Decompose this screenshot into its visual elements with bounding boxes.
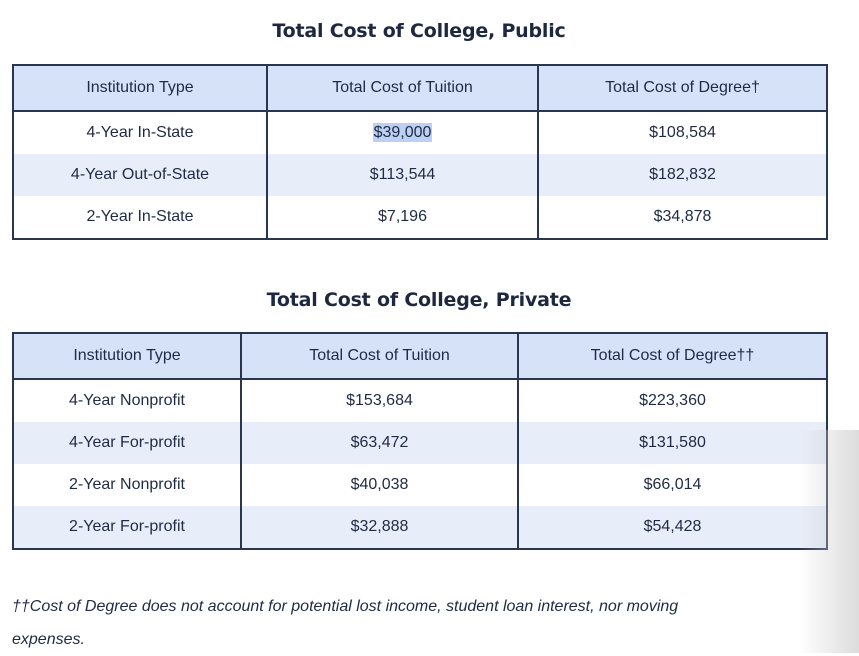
cell-degree: $131,580 <box>518 422 827 464</box>
table-header-row <box>13 333 827 379</box>
table-row <box>13 464 827 506</box>
private-table-title: Total Cost of College, Private <box>266 289 572 311</box>
private-cost-table <box>12 332 828 550</box>
public-table-title: Total Cost of College, Public <box>272 20 566 42</box>
table-row <box>13 506 827 549</box>
public-cost-table <box>12 64 828 240</box>
cell-institution-type: 4-Year In-State <box>13 111 267 154</box>
cell-institution-type: 4-Year Out-of-State <box>13 154 267 196</box>
cell-degree: $108,584 <box>538 111 827 154</box>
cell-institution-type: 2-Year Nonprofit <box>13 464 241 506</box>
cell-institution-type: 4-Year For-profit <box>13 422 241 464</box>
table-header-row <box>13 65 827 111</box>
cell-tuition: $7,196 <box>267 196 538 239</box>
cell-tuition: $40,038 <box>241 464 518 506</box>
table-row <box>13 196 827 239</box>
header-total-cost-degree: Total Cost of Degree†† <box>518 333 827 379</box>
cell-institution-type: 4-Year Nonprofit <box>13 379 241 422</box>
footnote-line: expenses. <box>12 631 85 648</box>
cell-degree: $223,360 <box>518 379 827 422</box>
footnote-line: ††Cost of Degree does not account for potential lost income, student loan interest, nor moving <box>12 598 679 615</box>
header-total-cost-degree: Total Cost of Degree† <box>538 65 827 111</box>
cell-degree: $34,878 <box>538 196 827 239</box>
table-row <box>13 422 827 464</box>
cell-tuition <box>267 111 538 154</box>
table-row <box>13 154 827 196</box>
cell-tuition: $113,544 <box>267 154 538 196</box>
cell-tuition: $63,472 <box>241 422 518 464</box>
table-row <box>13 111 827 154</box>
cell-tuition: $32,888 <box>241 506 518 549</box>
cell-degree: $66,014 <box>518 464 827 506</box>
cell-tuition: $153,684 <box>241 379 518 422</box>
header-total-cost-tuition: Total Cost of Tuition <box>267 65 538 111</box>
header-institution-type: Institution Type <box>13 65 267 111</box>
cell-degree: $54,428 <box>518 506 827 549</box>
footnote <box>12 590 792 656</box>
selected-text-highlight[interactable]: $39,000 <box>373 124 432 141</box>
header-total-cost-tuition: Total Cost of Tuition <box>241 333 518 379</box>
cell-institution-type: 2-Year For-profit <box>13 506 241 549</box>
table-row <box>13 379 827 422</box>
cell-degree: $182,832 <box>538 154 827 196</box>
cell-institution-type: 2-Year In-State <box>13 196 267 239</box>
header-institution-type: Institution Type <box>13 333 241 379</box>
